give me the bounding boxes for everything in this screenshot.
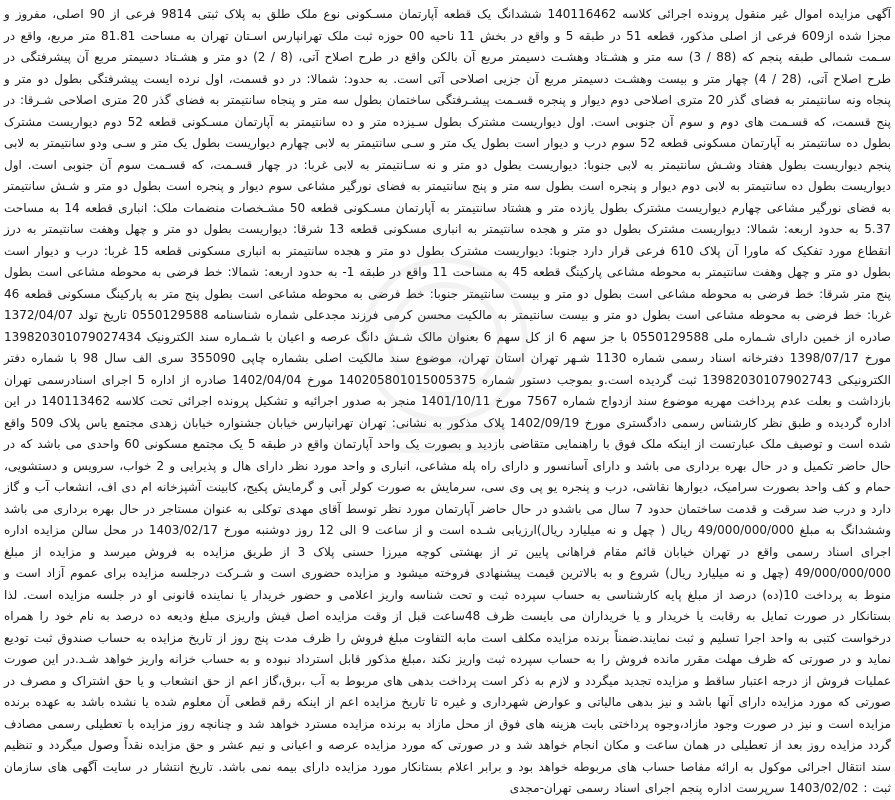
notice-text: آگهی مزایده اموال غیر منقول پرونده اجرائی کلاسه 140116462 ششدانگ یک قطعه آپارتمان مسـکونی نوع ملک طلق به پلاک ثبتی 9814 فرعی از 90 اصلی، مفروز و مجزا شده از609 فرعی از اصلی مذکور، قطعه 51 در طبقه 5 و واقع در بخش 11 ناحیه 00 حوزه ثبت ملک تهرانپارس اسـتان تهران به مساحت 81.81 متر مربع، واقع در سـمت شمالی طبقه پنجم که (88 / 3) سه متر و هشـتاد وهشـت دسیمتر مربع آن بالکن واقع در طرح اصلاح آتی، (8 / 2) دو متر و هشـتاد دسیمتر مربع آن پیشرفتگی در طرح اصلاح آتی، (28 / 4) چهار متر و بیست وهشـت دسیمتر مربع آن جزیی اصلاحی آتی است. به حدود: شمالا: در دو قسمت، اول نرده ایست پیشرفتگی بطول دو متر و پنجاه ونه سانتیمتر به فضای گذر 20 متری اصلاحی دوم دیوار و پنجره قسـمت پیشـرفتگی ساختمان بطول سه متر و پنجاه سانتیمتر به فضای گذر 20 متری اصلاحی شـرقا: در پنج قسمت، که قسـمت های دوم و سوم آن جنوبی است. اول دیواریست مشترک بطول سـیزده متر و ده سانتیمتر به آپارتمان مسـکونی قطعه 52 دوم دیواریست مشترک بطول ده سانتیمتر به آپارتمان مسکونی قطعه 52 سوم درب و دیوار است بطول یک متر و سـی سانتیمتر به لابی چهارم دیواریست بطول یک متر و سـی ودو سانتیمتر به لابی پنجم دیواریست بطول هفتاد وشـش سانتیمتر به لابی جنوبا: دیواریست بطول دو متر و نه سـانتیمتر به لابی غربا: در چهار قسـمت، که قسـمت سوم آن جنوبی است. اول دیواریست بطول ده سانتیمتر به لابی دوم دیوار و پنجره است بطول سه متر و پنج سانتیمتر به فضای نورگیر مشاعی سوم دیوار و پنجره است بطول دو متر و شـش سانتیمتر به فضای نورگیر مشاعی چهارم دیواریست مشترک بطول یازده متر و هشتاد سانتیمتر به آپارتمان مسـکونی قطعه 50 مشـخصات منضمات ملک: انباری قطعه 14 به مساحت 5.37 به حدود اربعه: شمالا: دیواریست مشترک بطول دو متر و هجده سانتیمتر به انباری مسکونی قطعه 13 شرقا: دیواریست بطول دو متر و چهل وهفت سانتیمتر به درز انقطاع مورد تفکیک که ماورا آن پلاک 610 فرعی قرار دارد جنوبا: دیواریست مشترک بطول دو متر و هجده سانتیمتر به انباری مسکونی قطعه 15 غربا: درب و دیوار است بطول دو متر و چهل وهفت سانتیمتر به محوطه مشاعی پارکینگ قطعه 45 به مساحت 11 واقع در طبقه 1- به حدود اربعه: شمالا: خط فرضی به محوطه مشاعی است بطول پنج متر شرقا: خط فرضی به محوطه مشاعی است بطول دو متر و بیست سانتیمتر جنوبا: خط فرضی به محوطه مشاعی است بطول پنج متر به پارکینگ مسکونی قطعه 46 غربا: خط فرضی به محوطه مشاعی است بطول دو متر و بیست سانتیمتر به مالکیت محسن کرمی فرزند مجدعلی شماره شناسنامه 0550129588 تاریخ تولد 1372/04/07 صادره از خمین دارای شـماره ملی 0550129588 با جز سهم 6 از کل سهم 6 بعنوان مالک شـش دانگ عرصه و اعیان با شـماره سند الکترونیک 139820301079027434 مورخ 1398/07/17 دفترخانه اسناد رسمی شماره 1130 شـهر تهران استان تهران، موضوع سند مالکیت اصلی بشماره چاپی 355090 سری الف سال 98 با شماره دفتر الکترونیکی 13982030107902743 ثبت گردیده است.و بموجب دستور شماره 140205801015005375 مورخ 1402/04/04 صادره از اداره 5 اجرای اسنادرسمی تهران بازداشت و بعلت عدم پرداخت مهریه موضوع سند ازدواج شماره 7567 مورخ 1401/10/11 منجر به صدور اجرائیه و تشکیل پرونده اجرائی تحت کلاسه 140113462 در این اداره گردیده و طبق نظر کارشناس رسمی دادگستری مورخ 1402/09/19 پلاک مذکور به نشانی: تهران تهرانپارس خیابان جشنواره خیابان زهدی مجتمع یاس پلاک 509 واقع شده است و توصیف ملک عبارتست از اینکه ملک فوق با راهنمایی متقاضی بازدید و بصورت یک واحد آپارتمان واقع در طبقه 5 یک مجتمع مسکونی 60 واحدی می باشد که در حال حاضر تکمیل و در حال بهره برداری می باشد و دارای آسانسور و دارای راه پله مشاعی، انباری و واحد مورد نظر دارای هال و پذیرایی و 2 خواب، سرویس و دستشویی، حمام و کف واحد بصورت سرامیک، دیوارها نقاشی، درب و پنجره یو پی وی سی، سرمایش به صورت کولر آبی و گرمایش پکیج، کابینت آشپزخانه ام دی اف، انشعاب آب و گاز دارد و درب ضد سرقت و قدمت ساختمان حدود 7 سال می باشدو در حال حاضر آپارتمان مورد نظر توسط آقای مهدی توکلی به عنوان مستاجر در حال بهره برداری می باشد وششدانگ به مبلغ 49/000/000/000 ریال ( چهل و نه میلیارد ریال)ارزیابی شـده است و از ساعت 9 الی 12 روز دوشنبه مورخ 1403/02/17 در محل سالن مزایده اداره اجرای اسناد رسمی واقع در تهران خیابان قائم مقام فراهانی پایین تر از بهشتی کوچه میرزا حسنی پلاک 3 از طریق مزایده به فروش میرسد و مزایده از مبلغ 49/000/000/000 (چهل و نه میلیارد ریال) شروع و به بالاترین قیمت پیشنهادی فروخته میشود و مزایده حضوری است و شـرکت درجلسه مزایده برای عموم آزاد است و منوط به پرداخت 10(ده) درصد از مبلغ پایه کارشناسی به حساب سپرده ثبت و تحت شناسه واریز اعلامی و حضور خریدار یا نماینده قانونی او در جلسه مزایده است. لذا بستانکار در صورت تمایل به رقابت یا خریدار و یا خریداران می بایست ظرف 48ساعت قبل از وقت مزایده اصل فیش واریزی مبلغ ودیعه ده درصد به نام خود را همراه درخواست کتبی به واحد اجرا تسلیم و ثبت نمایند.ضمناً برنده مزایده مکلف است مابه التفاوت مبلغ فروش را ظرف مدت پنج روز از تاریخ مزایده به حساب صندوق ثبت تودیع نماید و در صورتی که ظرف مهلت مقرر مانده فروش را به حساب سپرده ثبت واریز نکند ،مبلغ مذکور قابل استرداد نبوده و به حساب خزانه واریز خواهد شـد.در این صورت عملیات فروش از درجه اعتبار ساقط و مزایده تجدید میگردد و لازم به ذکر است پرداخت بدهی های مربوط به آب ،برق،گاز اعم از حق انشعاب و یا حق اشتراک و مصرف در صورتی که مورد مزایده دارای آنها باشد و نیز بدهی مالیاتی و عوارض شهرداری و غیره تا تاریخ مزایده اعم از اینکه رقم قطعی آن معلوم شده یا نشده باشد به عهده برنده مزایده است و نیز در صورت وجود مازاد،وجوه پرداختی بابت هزینه های فوق از محل مازاد به برنده مزایده مسترد خواهد شد و چنانچه روز مزایده با تعطیلی رسمی مصادف گردد مزایده روز بعد از تعطیلی در همان ساعت و مکان انجام خواهد شد و در صورتی که مورد مزایده عرصه و اعیانی و نیم عشر و حق مزایده نقداً وصول میگردد و تنظیم سند انتقال اجرائی موکول به ارائه مفاصا حساب های مربوطه خواهد بود و برابر اعلام بستانکار مورد مزایده دارای بیمه نمی باشد. تاریخ انتشار در سایت آگهی های سازمان ثبت : 1403/02/02 سرپرست اداره پنجم اجرای اسناد رسمی تهران-مجدی (4, 7, 892, 795)
auction-notice (4, 4, 891, 800)
